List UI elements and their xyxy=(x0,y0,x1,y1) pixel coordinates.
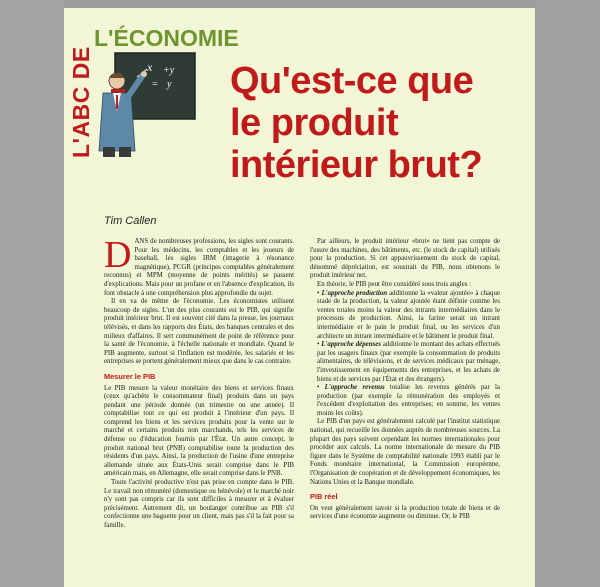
paragraph: En théorie, le PIB peut être considéré sous trois angles : xyxy=(317,280,472,288)
section-heading-pib-reel: PIB réel xyxy=(310,492,338,502)
document-page xyxy=(64,8,535,587)
intro-paragraph: DANS de nombreuses professions, les sigles sont courants. Pour les médecins, les comptables et les joueurs de baseball, les sigles IRM (imagerie à résonance magnétique), PCGR (principes comptables généralement reconnus) et MPM (moyenne de points mérités) se passent d'explications. Mais pour un profane et en l'absence d'explication, ils font obstacle à une compréhension plus approfondie du sujet. xyxy=(104,234,294,297)
chalk-text-equals: = xyxy=(152,79,158,90)
title-line-3: intérieur brut? xyxy=(230,144,483,186)
bullet-revenus: • L'approche revenus totalise les revenus générés par la production (par exemple la rémunération des employés et l'excédent d'exploitation des entreprises; en somme, les ventes moins les coûts). xyxy=(317,384,500,417)
title-line-2: le produit xyxy=(230,102,399,144)
teacher-chalkboard-illustration xyxy=(97,51,197,159)
paragraph: Le PIB d'un pays est généralement calculé par l'institut statistique national, qui recueille les données auprès de nombreuses sources. La plupart des pays suivent cependant les normes internationales pour procéder aux calculs. La norme internationale de mesure du PIB figure dans le Système de comptabilité nationale 1993 établi par le Fonds monétaire international, la Commission européenne, l'Organisation de coopération et de développement économiques, les Nations Unies et la Banque mondiale. xyxy=(310,418,500,486)
article-title xyxy=(230,60,530,186)
bullet-production: • L'approche production additionne la «valeur ajoutée» à chaque stade de la production, la valeur ajoutée étant définie comme les ventes totales moins la valeur des intrants intermédiaires dans le processus de production. Ainsi, la farine serait un intrant intermédiaire et le pain le produit final, ou les services d'un architecte un intrant intermédiaire et le bâtiment le produit final. xyxy=(317,289,501,340)
viewer-right-margin xyxy=(536,0,600,587)
paragraph: Le PIB mesure la valeur monétaire des biens et services finaux (ceux qu'achète le consommateur final) produits dans un pays pendant une période donnée (un trimestre ou une année). Il comptabilise tout ce qui est produit à l'intérieur d'un pays. Il comprend les biens et les services produits pour la vente sur le marché et certains produits non marchands, tels les services de défense ou d'éducation fournis par l'État. Un autre concept, le produit national brut (PNB) comptabilise toute la production des résidents d'un pays. Ainsi, la production de l'usine d'une entreprise allemande située aux États-Unis serait comprise dans le PIB américain mais, en Allemagne, elle serait comprise dans le PNB. xyxy=(104,384,294,478)
paragraph: On veut généralement savoir si la production totale de biens et de services d'une économie augmente ou diminue. Or, le PIB xyxy=(310,504,500,521)
paragraph: Par ailleurs, le produit intérieur «brut» ne tient pas compte de l'usure des machines, des bâtiments, etc. (le stock de capital) utilisés pour la production. Si cet appauvrissement du stock de capital, dénommé dépréciation, est soustrait du PIB, nous obtenons le produit intérieur net. xyxy=(310,238,500,280)
chalk-text-x: x xyxy=(147,60,153,74)
series-horizontal-label: L'ÉCONOMIE xyxy=(94,25,239,51)
viewer-left-margin xyxy=(0,0,64,587)
chalk-text-y: y xyxy=(167,79,172,90)
paragraph: Toute l'activité productive n'est pas prise en compte dans le PIB. Le travail non rémunéré (domestique ou bénévole) et le marché noir n'y sont pas compris car ils sont difficiles à mesurer et à évaluer précisément. Autrement dit, un boulanger contribue au PIB s'il confectionne une baguette pour un client, mais pas s'il la fait pour sa famille. xyxy=(104,479,294,529)
series-vertical-label: L'ABC DE xyxy=(68,46,94,158)
section-heading-mesurer: Mesurer le PIB xyxy=(104,371,156,381)
left-column xyxy=(104,234,294,531)
paragraph: Il en va de même de l'économie. Les économistes utilisent beaucoup de sigles. L'un des plus courants est le PIB, qui signifie produit intérieur brut. Il est souvent cité dans la presse, les journaux télévisés, et dans les rapports des États, des banques centrales et des milieux d'affaires. Il sert communément de point de référence pour la santé de l'économie, à l'échelle nationale et mondiale. Quand le PIB augmente, surtout si l'inflation est modérée, les salariés et les entreprises se portent généralement mieux que dans le cas contraire. xyxy=(104,298,294,366)
right-column xyxy=(310,238,500,522)
author-name: Tim Callen xyxy=(104,215,157,227)
title-line-1: Qu'est-ce que xyxy=(230,60,474,102)
bullet-depenses: • L'approche dépenses additionne le montant des achats effectués par les usagers finaux (par exemple la consommation de produits alimentaires, de télévisions, et de services médicaux par ménage, l'investissement en équipements des entreprises, et les achats de biens et de services par l'État et des étrangers). xyxy=(317,341,500,383)
drop-cap: D xyxy=(104,234,132,276)
chalk-text-plus-y: +y xyxy=(163,65,175,76)
